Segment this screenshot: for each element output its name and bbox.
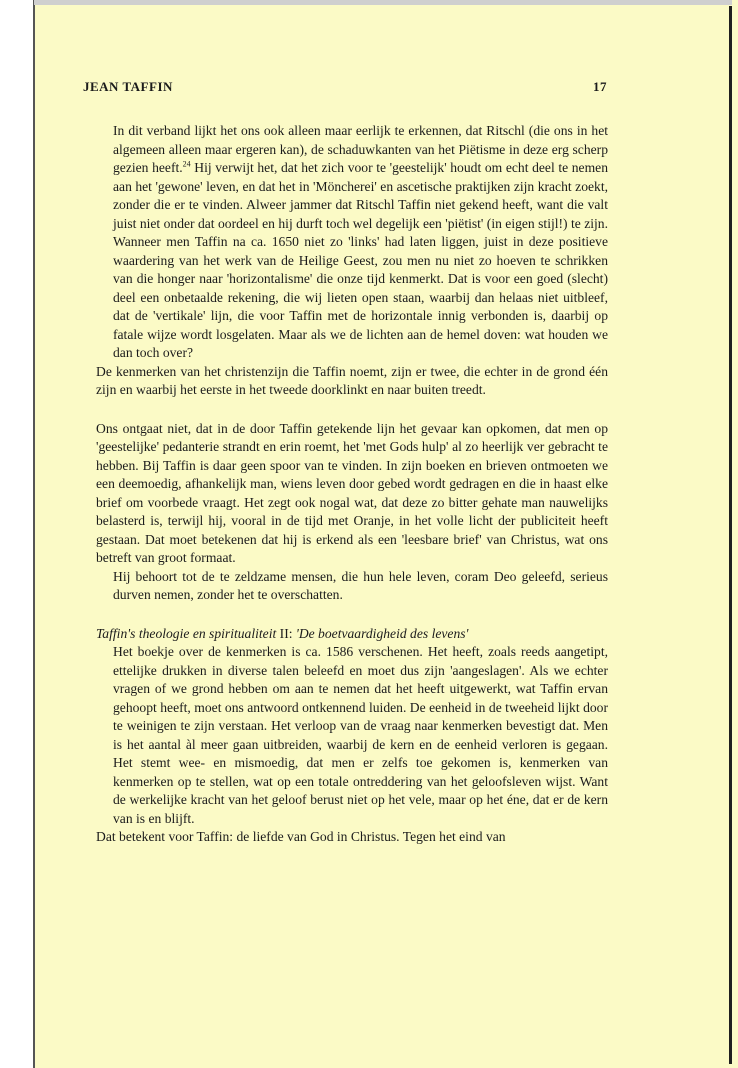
paragraph: Dat betekent voor Taffin: de liefde van God in Christus. Tegen het eind van: [96, 829, 506, 844]
running-title: JEAN TAFFIN: [83, 79, 173, 94]
page-number: 17: [593, 79, 607, 94]
scan-left-margin: [0, 0, 34, 1068]
section-heading: [96, 625, 608, 644]
paragraph: De kenmerken van het christenzijn die Taffin noemt, zijn er twee, die echter in de grond één zijn en waarbij het eerste in het tweede doorklinkt en naar buiten treedt.: [96, 363, 608, 397]
page-left-edge: [33, 0, 35, 1068]
section-title-main: Taffin's theologie en spiritualiteit: [96, 625, 277, 641]
section-title-sub: 'De boetvaardigheid des levens': [295, 625, 469, 641]
page-right-edge: [729, 6, 732, 1064]
paragraph: Het boekje over de kenmerken is ca. 1586 verschenen. Het heeft, zoals reeds aangetipt, ettelijke drukken in diverse talen beleefd en moet dus zijn 'aangeslagen'. Als we echter vragen of we grond hebben om aan te nemen dat het heeft uitgewerkt, wat Taffin ervan gehoopt heeft, moet ons antwoord ontkennend luiden. De eenheid in de tweeheid lijkt door te weinigen te zijn verstaan. Het verloop van de vraag naar kenmerken bevestigt dat. Men is het aantal àl meer gaan uitbreiden, waarbij de kern en de eenheid verloren is gegaan. Het stemt wee- en mismoedig, dat men er zelfs toe gekomen is, kenmerken van kenmerken op te stellen, wat op een totale ontreddering van het geloofsleven wijst. Want de werkelijke kracht van het geloof berust niet op het vele, maar op het éne, dat er de kern van is en blijft.: [113, 644, 608, 826]
paragraph: [113, 122, 608, 363]
paragraph-text: In dit verband lijkt het ons ook alleen maar eerlijk te erkennen, dat Ritschl (die ons in het algemeen alleen maar ergeren kan), de schaduwkanten van het Piëtisme in deze erg scherp gezien heeft.: [113, 123, 608, 175]
section-title-number: II:: [276, 625, 296, 641]
paragraph-gap: [113, 605, 608, 625]
paragraph-gap: [113, 400, 608, 420]
body-text: [96, 122, 608, 847]
paragraph: Hij behoort tot de te zeldzame mensen, die hun hele leven, coram Deo geleefd, serieus durven nemen, zonder het te overschatten.: [113, 568, 608, 602]
footnote-marker: 24: [182, 159, 191, 169]
paragraph-text: Hij verwijt het, dat het zich voor te 'geestelijk' houdt om echt deel te nemen aan het 'gewone' leven, en dat het in 'Möncherei' en ascetische praktijken zijn kracht zoekt, zonder die er te vinden. Alweer jammer dat Ritschl Taffin niet gekend heeft, want die valt juist niet onder dat oordeel en hij durft toch wel degelijk een 'piëtist' (in eigen stijl!) te zijn. Wanneer men Taffin na ca. 1650 niet zo 'links' had laten liggen, juist in deze positieve waardering van het werk van de Heilige Geest, zou men nu niet zo hoeven te schrikken van die honger naar 'horizontalisme' die onze tijd kenmerkt. Dat is voor een goed (slecht) deel een onbetaalde rekening, die wij lieten open staan, waarbij dan helaas niet uitbleef, dat de 'vertikale' lijn, die voor Taffin met de horizontale innig verbonden is, daarbij op fatale wijze wordt losgelaten. Maar als we de lichten aan de hemel doven: wat houden we dan toch over?: [113, 160, 608, 360]
paragraph: Ons ontgaat niet, dat in de door Taffin getekende lijn het gevaar kan opkomen, dat men op 'geestelijke' pedanterie strandt en erin roemt, het 'met Gods hulp' al zo heerlijk ver gebracht te hebben. Bij Taffin is daar geen spoor van te vinden. In zijn boeken en brieven ontmoeten we een deemoedig, afhankelijk man, wiens leven door gebed wordt gedragen en die in haast elke brief om voorbede vraagt. Het zegt ook nogal wat, dat deze zo bitter gehate man nauwelijks belasterd is, terwijl hij, vooral in de tijd met Oranje, in het volle licht der publiciteit heeft gestaan. Dat moet betekenen dat hij is erkend als een 'leesbare brief' van Christus, wat ons betreft van groot formaat.: [96, 420, 608, 565]
running-header: [83, 79, 607, 99]
page-top-edge: [34, 0, 732, 5]
